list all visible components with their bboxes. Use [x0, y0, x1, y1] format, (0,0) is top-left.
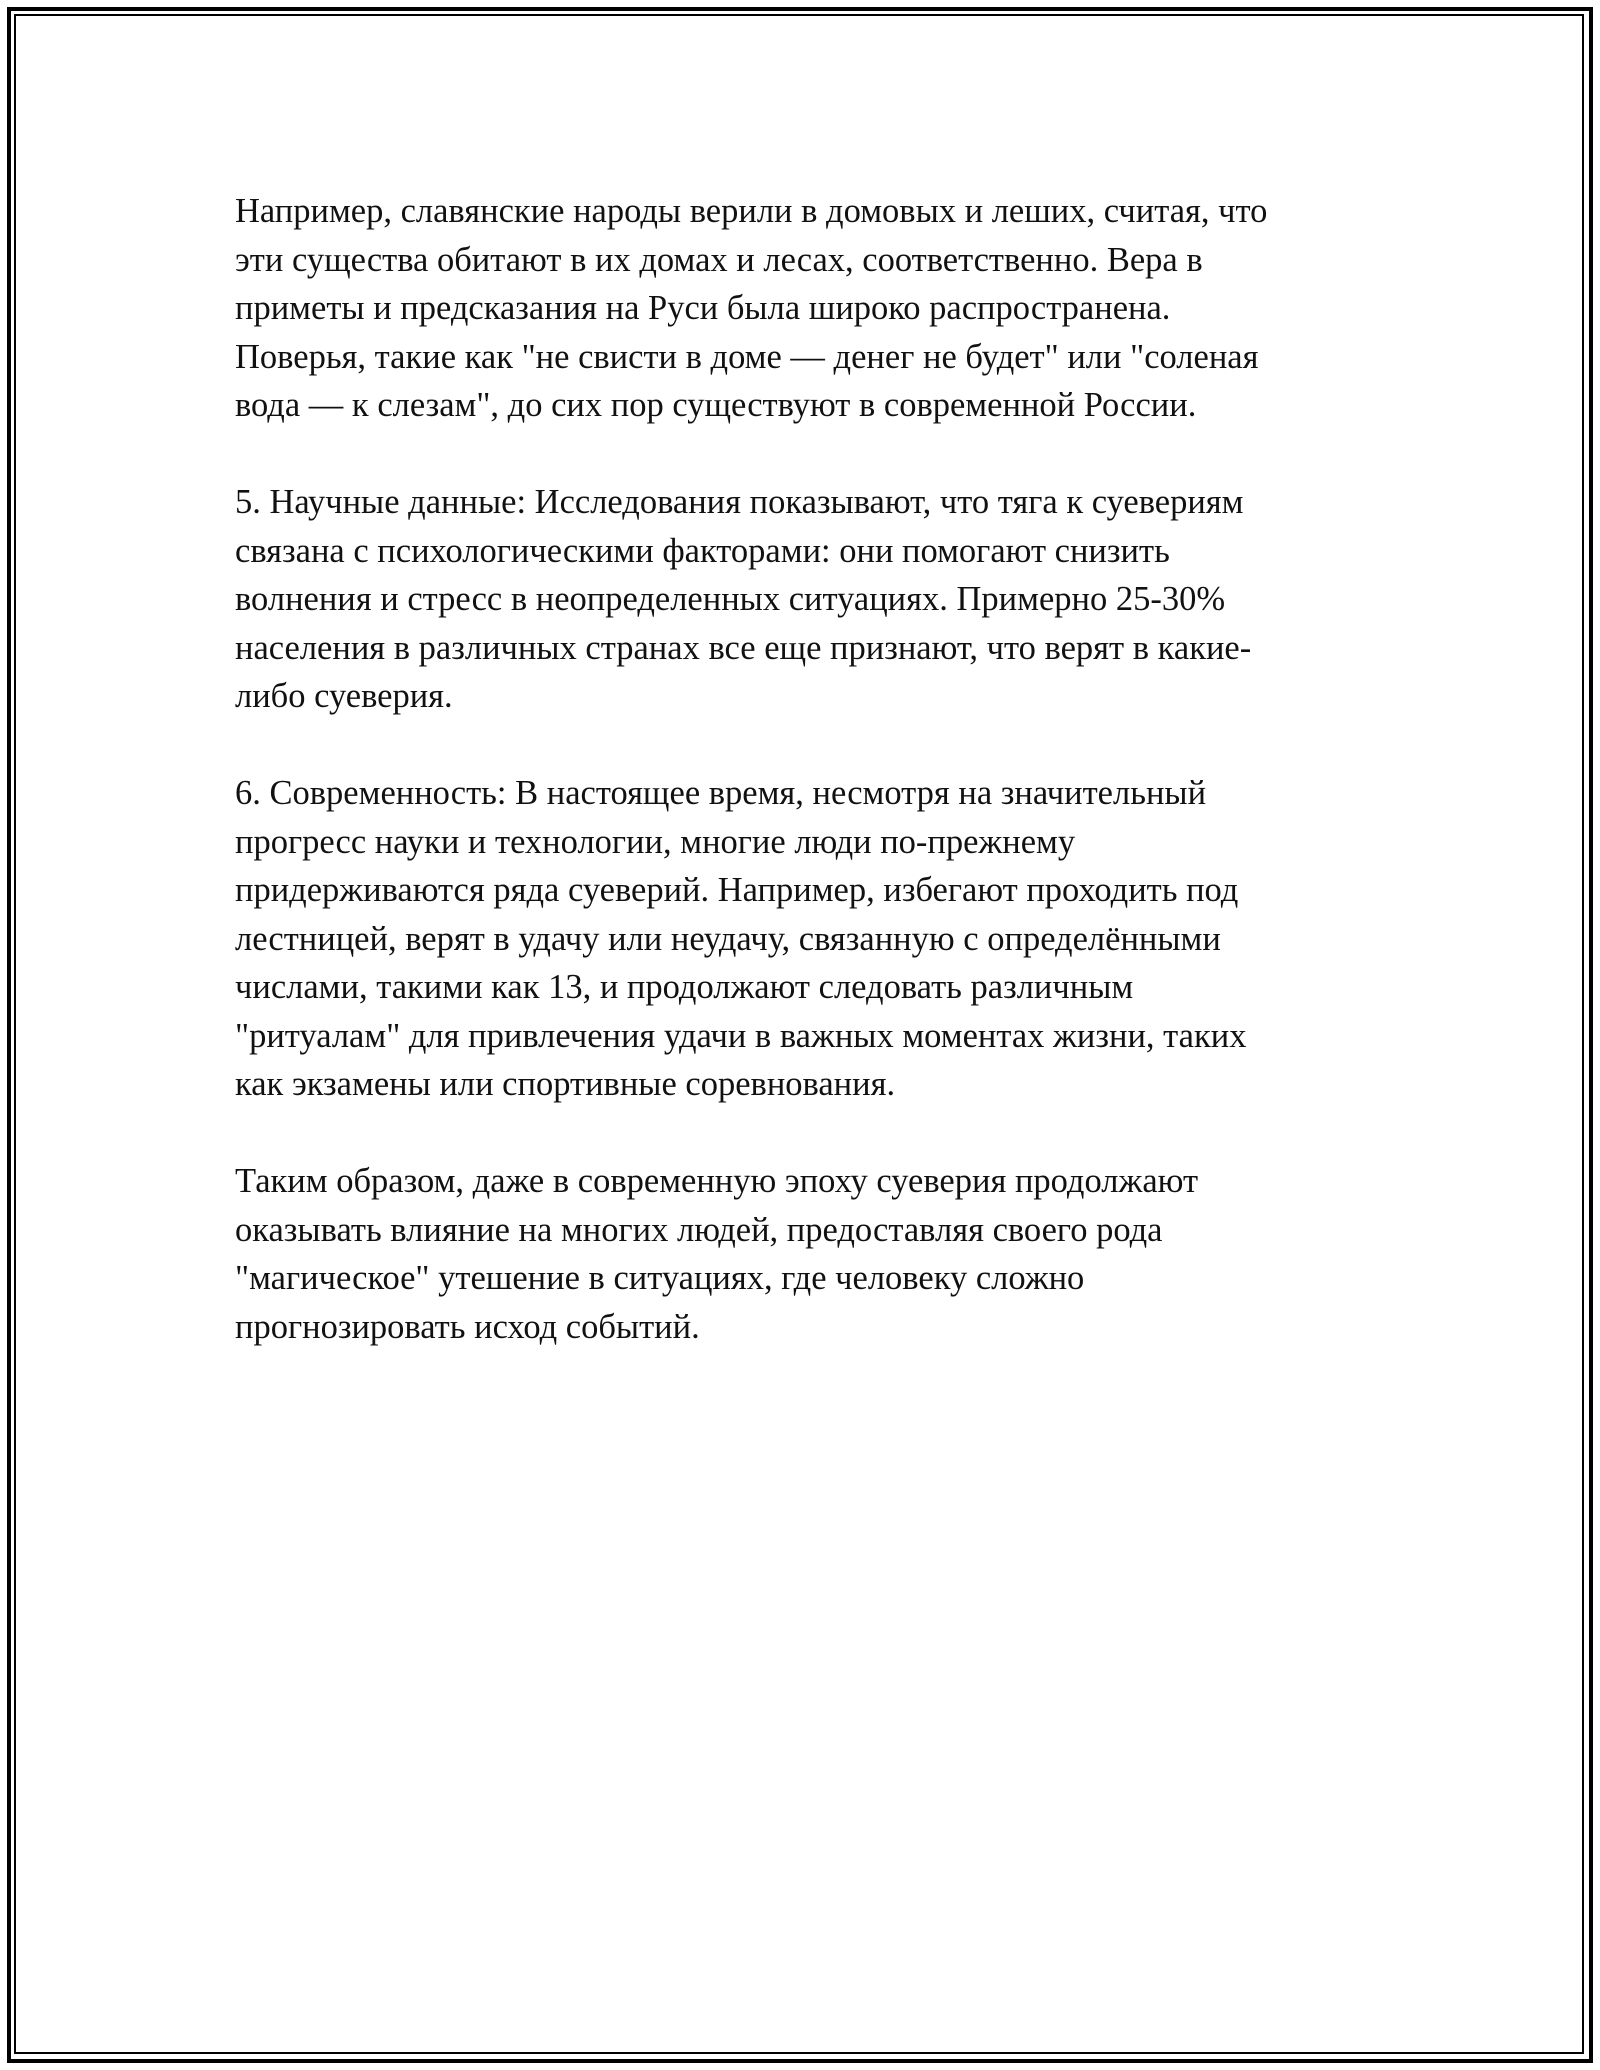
paragraph-conclusion: Таким образом, даже в современную эпоху суеверия продолжают оказывать влияние на многих людей, предоставляя своего рода "магическое" утешение в ситуациях, где человеку сложно прогнозировать исход событий. — [235, 1162, 1199, 1346]
document-body — [235, 187, 1355, 1400]
paragraph-slavic-beliefs: Например, славянские народы верили в домовых и леших, считая, что эти существа обитают в их домах и лесах, соответственно. Вера в приметы и предсказания на Руси была широко распространена. Поверья, такие как "не свисти в доме — денег не будет" или "соленая вода — к слезам", до сих пор существуют в современной России. — [235, 192, 1268, 424]
paragraph-modernity: 6. Современность: В настоящее время, несмотря на значительный прогресс науки и технологии, многие люди по-прежнему придерживаются ряда суеверий. Например, избегают проходить под лестницей, верят в удачу или неудачу, связанную с определёнными числами, такими как 13, и продолжают следовать различным "ритуалам" для привлечения удачи в важных моментах жизни, таких как экзамены или спортивные соревнования. — [235, 774, 1247, 1103]
paragraph-scientific-data: 5. Научные данные: Исследования показывают, что тяга к суевериям связана с психологическими факторами: они помогают снизить волнения и стресс в неопределенных ситуациях. Примерно 25-30% населения в различных странах все еще признают, что верят в какие- либо суеверия. — [235, 483, 1252, 715]
